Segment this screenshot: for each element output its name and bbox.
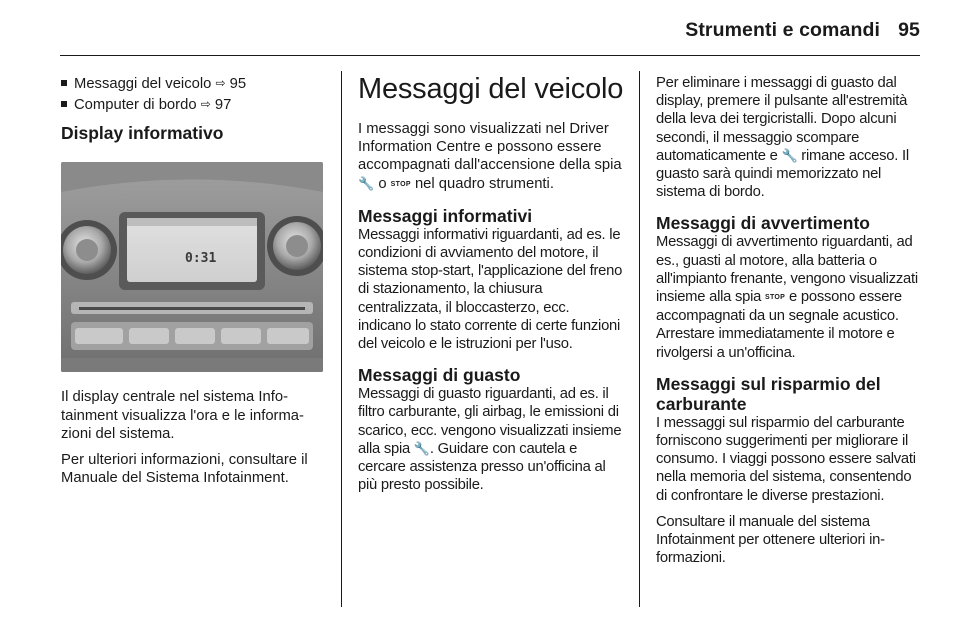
page-header <box>685 19 920 42</box>
bullet-icon <box>61 80 67 86</box>
column-1 <box>61 74 326 495</box>
display-more-info: Per ulteriori informazioni, consultare il Manuale del Sistema Infotainment. <box>61 452 308 487</box>
column-divider-2 <box>639 71 640 607</box>
section-heading-display: Display informativo <box>61 123 224 144</box>
warning-messages-text: Messaggi di avvertimento riguardanti, ad es., guasti al motore, alla batteria o all'impianto frenante, vengono visualizzati insieme alla spia STOP e possono essere accompagnati da un segnale acustico. Arrestare immediatamente il motore e rivolgersi a un'officina. <box>656 234 918 361</box>
heading-warning-messages: Messaggi di avvertimento <box>656 213 870 234</box>
wrench-icon: 🔧 <box>413 440 430 456</box>
page-number: 95 <box>898 19 920 41</box>
display-description: Il display centrale nel sistema Infotainment visualizza l'ora e le informazioni del sistema. <box>61 389 304 442</box>
stop-icon: STOP <box>390 180 411 188</box>
wrench-icon: 🔧 <box>781 147 798 163</box>
section-title-vehicle-messages: Messaggi del veicolo <box>358 73 624 105</box>
header-rule <box>60 55 920 56</box>
display-clock: 0:31 <box>185 251 217 267</box>
column-3 <box>656 74 922 575</box>
wrench-icon: 🔧 <box>358 175 375 191</box>
stop-icon: STOP <box>765 294 786 302</box>
page-ref-arrow-icon: ⇨ <box>200 97 211 112</box>
page-ref-arrow-icon: ⇨ <box>215 76 226 90</box>
link-vehicle-messages[interactable]: Messaggi del veicolo ⇨ 95 <box>61 74 326 93</box>
clear-fault-text: Per eliminare i messaggi di guasto dal display, premere il pulsante all'estremità della leva dei tergicristalli. Dopo alcuni secondi, il messaggio scompare automaticamente e 🔧 rimane acceso. Il guasto sarà quindi memorizzato nel sistema di bordo. <box>656 75 909 201</box>
fuel-saving-text: I messaggi sul risparmio del carburante forniscono suggerimenti per migliorare il consumo. I viaggi possono essere salvati nella memoria del sistema, consentendo di confrontare le diverse prestazioni. <box>656 414 916 504</box>
column-2 <box>358 74 624 502</box>
vehicle-messages-intro: I messaggi sono visualizzati nel Driver Information Centre e possono essere accompagnati dall'accensione della spia 🔧 o STOP nel quadro strumenti. <box>358 121 622 192</box>
bullet-icon <box>61 101 67 107</box>
link-trip-computer[interactable]: Computer di bordo ⇨ 97 <box>61 95 326 114</box>
fault-messages-text: Messaggi di guasto riguardanti, ad es. il filtro carburante, gli airbag, le emissioni di scarico, ecc. vengono visualizzati insieme alla spia 🔧. Guidare con cautela e cercare assistenza presso un'officina al più presto possibile. <box>358 386 622 494</box>
infotainment-display-photo <box>61 162 323 372</box>
section-title: Strumenti e comandi <box>685 19 880 41</box>
infotainment-manual-reference: Consultare il manuale del sistema Infotainment per ottenere ulteriori informazioni. <box>656 513 886 567</box>
info-messages-text: Messaggi informativi riguardanti, ad es. le condizioni di avviamento del motore, il sistema stop-start, l'applicazione del freno di stazionamento, la chiusura centralizzata, il bloccasterzo, ecc. indicano lo stato corrente di certe funzioni del veicolo e le istruzioni per l'uso. <box>358 226 623 353</box>
heading-fuel-saving-messages: Messaggi sul risparmio del carburante <box>656 373 881 414</box>
heading-info-messages: Messaggi informativi <box>358 205 533 226</box>
heading-fault-messages: Messaggi di guasto <box>358 365 521 386</box>
column-divider-1 <box>341 71 342 607</box>
